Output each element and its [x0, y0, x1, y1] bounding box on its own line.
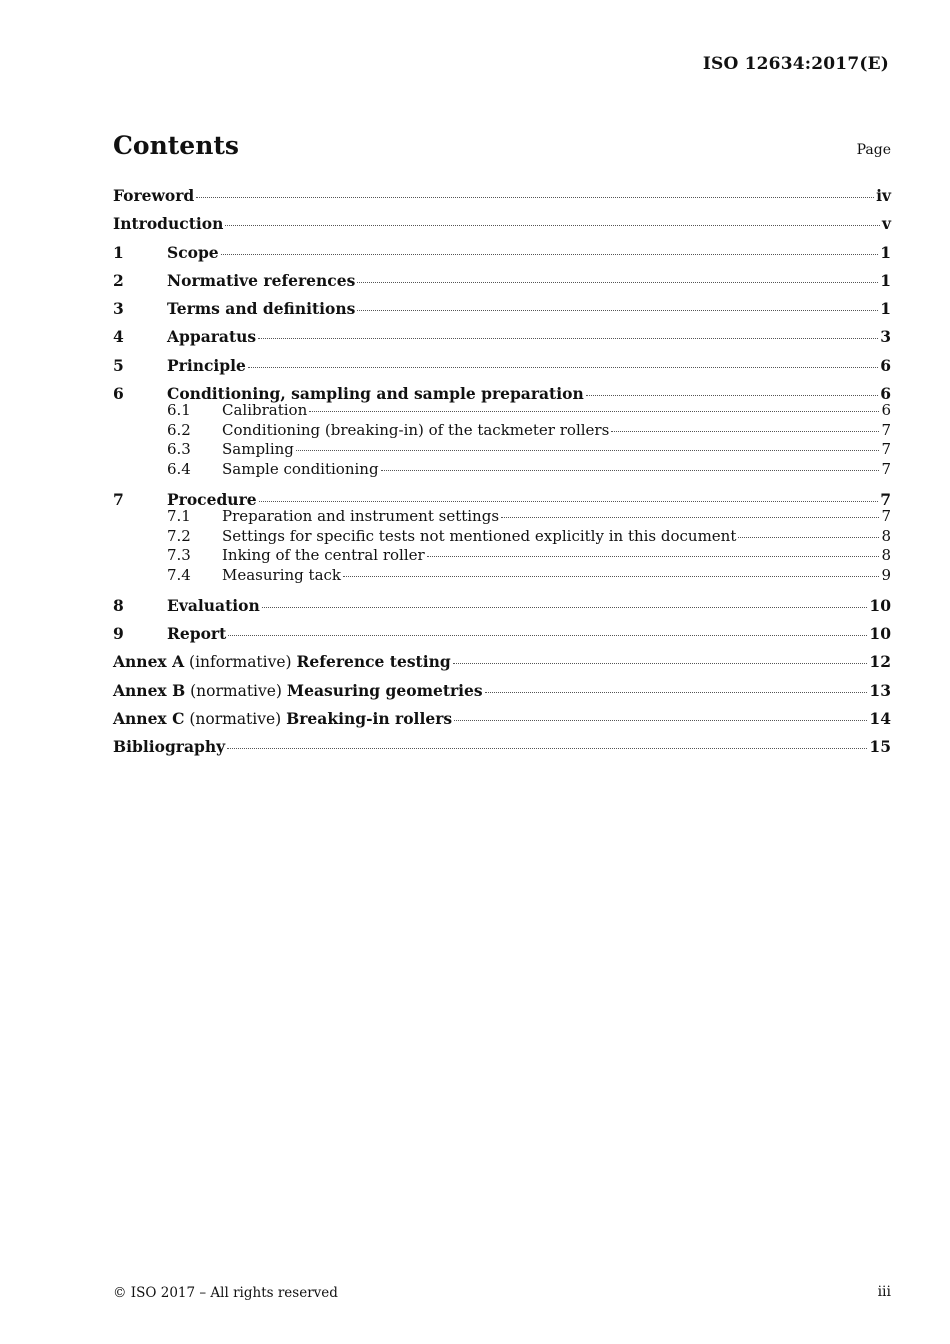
dot-leader	[227, 748, 867, 749]
toc-entry-number: 7.4	[167, 565, 191, 584]
toc-entry-page: 6	[880, 384, 891, 404]
toc-subentry-measuring-tack[interactable]	[113, 566, 891, 594]
toc-subentry-preparation[interactable]	[113, 507, 891, 526]
toc-entry-bibliography[interactable]	[113, 735, 891, 763]
toc-entry-page: 10	[869, 624, 891, 644]
toc-entry-title: Sample conditioning	[222, 459, 379, 478]
toc-entry-title: Preparation and instrument settings	[222, 507, 500, 526]
toc-entry-title: Evaluation	[167, 595, 260, 615]
toc-entry-annex-a[interactable]	[113, 650, 891, 678]
toc-entry-principle[interactable]	[113, 354, 891, 382]
dot-leader	[228, 635, 867, 636]
toc-entry-page: iv	[876, 186, 891, 205]
toc-entry-page: 7	[881, 420, 891, 439]
dot-leader	[381, 470, 880, 471]
toc-entry-title: Procedure	[167, 489, 257, 509]
toc-entry-number: 7	[113, 489, 124, 509]
toc-entry-number: 7.1	[167, 507, 191, 526]
copyright-notice: © ISO 2017 – All rights reserved	[113, 1285, 338, 1301]
annex-kind: (normative)	[189, 709, 282, 728]
dot-leader	[611, 431, 879, 432]
dot-leader	[453, 663, 868, 664]
toc-entry-foreword[interactable]	[113, 184, 891, 212]
dot-leader	[248, 367, 878, 368]
table-of-contents	[113, 184, 891, 764]
toc-entry-page: 9	[881, 565, 891, 584]
toc-entry-annex-b[interactable]	[113, 679, 891, 707]
dot-leader	[357, 282, 878, 283]
toc-entry-title: Calibration	[222, 401, 308, 420]
toc-entry-page: 1	[880, 242, 891, 262]
toc-subentry-inking[interactable]	[113, 546, 891, 565]
toc-entry-procedure[interactable]	[113, 488, 891, 507]
toc-entry-title: Conditioning, sampling and sample preparation	[167, 384, 584, 404]
annex-title: Breaking-in rollers	[286, 708, 453, 728]
toc-entry-title: Settings for specific tests not mentioned explicitly in this document	[222, 526, 737, 545]
toc-subentry-settings[interactable]	[113, 527, 891, 546]
toc-entry-number: 6.3	[167, 440, 191, 459]
toc-entry-page: 13	[869, 680, 891, 700]
toc-entry-evaluation[interactable]	[113, 594, 891, 622]
toc-entry-number: 6.1	[167, 401, 191, 420]
toc-entry-page: 6	[881, 401, 891, 420]
toc-entry-page: 7	[881, 440, 891, 459]
toc-entry-introduction[interactable]	[113, 212, 891, 240]
toc-entry-number: 8	[113, 595, 124, 615]
toc-entry-number: 9	[113, 624, 124, 644]
toc-entry-title: Terms and definitions	[167, 299, 356, 319]
toc-entry-page: 1	[880, 270, 891, 290]
toc-entry-page: 7	[881, 507, 891, 526]
toc-entry-page: 7	[881, 459, 891, 478]
toc-entry-page: v	[881, 214, 891, 234]
toc-entry-conditioning[interactable]	[113, 382, 891, 404]
toc-entry-page: 8	[881, 546, 891, 565]
toc-entry-apparatus[interactable]	[113, 325, 891, 353]
toc-entry-title: Foreword	[113, 186, 195, 205]
toc-entry-title: Principle	[167, 355, 246, 375]
toc-entry-number: 6.2	[167, 420, 191, 439]
dot-leader	[343, 576, 879, 577]
toc-subentry-sampling[interactable]	[113, 440, 891, 459]
page-number: iii	[877, 1284, 891, 1300]
document-id: ISO 12634:2017(E)	[702, 54, 889, 74]
toc-entry-scope[interactable]	[113, 241, 891, 269]
dot-leader	[296, 450, 880, 451]
toc-subentry-sample-conditioning[interactable]	[113, 460, 891, 488]
toc-entry-page: 8	[881, 526, 891, 545]
toc-entry-title: Inking of the central roller	[222, 546, 425, 565]
annex-title: Measuring geometries	[286, 680, 483, 700]
dot-leader	[225, 225, 880, 226]
toc-entry-number: 3	[113, 299, 124, 319]
toc-entry-page: 14	[869, 708, 891, 728]
dot-leader	[221, 254, 879, 255]
dot-leader	[738, 537, 879, 538]
annex-kind: (normative)	[190, 681, 282, 700]
toc-entry-title: Apparatus	[167, 327, 257, 347]
page-column-label: Page	[856, 142, 891, 158]
dot-leader	[501, 517, 879, 518]
dot-leader	[586, 395, 878, 396]
toc-entry-page: 12	[869, 652, 891, 672]
dot-leader	[258, 338, 878, 339]
dot-leader	[259, 501, 879, 502]
toc-entry-page: 3	[880, 327, 891, 347]
annex-kind: (informative)	[189, 653, 292, 672]
toc-entry-page: 10	[869, 595, 891, 615]
dot-leader	[309, 411, 879, 412]
dot-leader	[427, 556, 880, 557]
toc-entry-page: 15	[869, 737, 891, 757]
annex-label: Annex B	[113, 680, 186, 700]
toc-entry-normative-references[interactable]	[113, 269, 891, 297]
dot-leader	[262, 607, 868, 608]
annex-label: Annex A	[113, 652, 185, 672]
toc-entry-title	[113, 707, 452, 731]
toc-entry-number: 7.3	[167, 546, 191, 565]
toc-entry-title: Bibliography	[113, 737, 226, 757]
toc-entry-number: 1	[113, 242, 124, 262]
toc-entry-page: 1	[880, 299, 891, 319]
toc-entry-number: 5	[113, 355, 124, 375]
annex-title: Reference testing	[296, 652, 451, 672]
toc-entry-title	[113, 650, 451, 674]
toc-entry-number: 2	[113, 270, 124, 290]
toc-entry-report[interactable]	[113, 622, 891, 650]
contents-heading: Contents	[113, 131, 240, 160]
dot-leader	[454, 720, 867, 721]
toc-entry-title: Sampling	[222, 440, 294, 459]
dot-leader	[357, 310, 878, 311]
toc-entry-number: 4	[113, 327, 124, 347]
toc-entry-page: 6	[880, 355, 891, 375]
toc-entry-number: 6	[113, 384, 124, 404]
toc-entry-annex-c[interactable]	[113, 707, 891, 735]
toc-entry-title: Introduction	[113, 214, 224, 234]
toc-entry-title: Conditioning (breaking-in) of the tackmeter rollers	[222, 420, 610, 439]
toc-entry-number: 6.4	[167, 459, 191, 478]
annex-label: Annex C	[113, 708, 185, 728]
toc-entry-terms-and-definitions[interactable]	[113, 297, 891, 325]
toc-entry-number: 7.2	[167, 526, 191, 545]
toc-entry-title: Report	[167, 624, 227, 644]
toc-entry-title: Measuring tack	[222, 565, 341, 584]
toc-entry-page: 7	[880, 489, 891, 509]
dot-leader	[196, 197, 874, 198]
toc-subentry-conditioning-rollers[interactable]	[113, 421, 891, 440]
toc-entry-title: Normative references	[167, 270, 356, 290]
toc-entry-title: Scope	[167, 242, 219, 262]
dot-leader	[485, 692, 868, 693]
toc-entry-title	[113, 679, 483, 703]
